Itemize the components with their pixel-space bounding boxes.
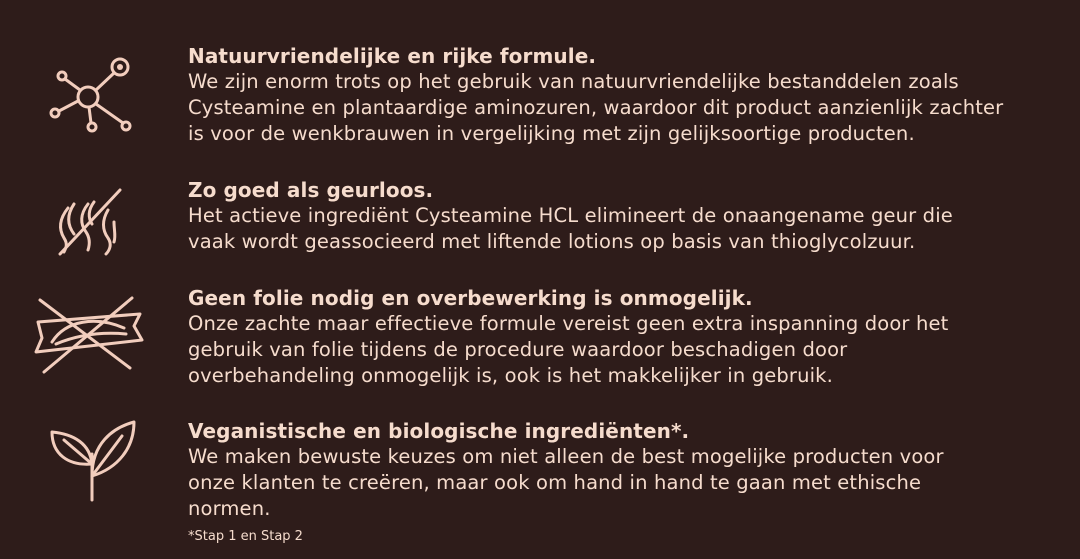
feature-text-line: We zijn enorm trots op het gebruik van natuurvriendelijke bestanddelen zoals bbox=[188, 70, 959, 93]
feature-text-line: Onze zachte maar effectieve formule vereist geen extra inspanning door het bbox=[188, 312, 949, 335]
feature-text-line: Cysteamine en plantaardige aminozuren, waardoor dit product aanzienlijk zachter bbox=[188, 96, 1004, 119]
feature-text-line: normen. bbox=[188, 497, 271, 520]
leaf-sprout-icon bbox=[30, 414, 150, 504]
feature-text-line: gebruik van folie tijdens de procedure waardoor beschadigen door bbox=[188, 338, 848, 361]
feature-title: Geen folie nodig en overbewerking is onmogelijk. bbox=[188, 286, 753, 310]
feature-text-line: overbehandeling onmogelijk is, ook is het makkelijker in gebruik. bbox=[188, 364, 833, 387]
footnote: *Stap 1 en Stap 2 bbox=[188, 529, 303, 544]
no-foil-icon bbox=[30, 292, 150, 382]
feature-text-line: onze klanten te creëren, maar ook om hand in hand te gaan met ethische bbox=[188, 471, 922, 494]
no-odor-icon bbox=[30, 182, 150, 272]
feature-title: Veganistische en biologische ingrediënten*. bbox=[188, 419, 690, 443]
feature-text-line: Het actieve ingrediënt Cysteamine HCL elimineert de onaangename geur die bbox=[188, 204, 953, 227]
feature-text-line: We maken bewuste keuzes om niet alleen de best mogelijke producten voor bbox=[188, 445, 944, 468]
feature-text-line: is voor de wenkbrauwen in vergelijking met zijn gelijksoortige producten. bbox=[188, 122, 915, 145]
molecule-icon bbox=[30, 50, 150, 140]
feature-title: Natuurvriendelijke en rijke formule. bbox=[188, 44, 597, 68]
feature-title: Zo goed als geurloos. bbox=[188, 178, 434, 202]
feature-text-line: vaak wordt geassocieerd met liftende lotions op basis van thioglycolzuur. bbox=[188, 230, 916, 253]
